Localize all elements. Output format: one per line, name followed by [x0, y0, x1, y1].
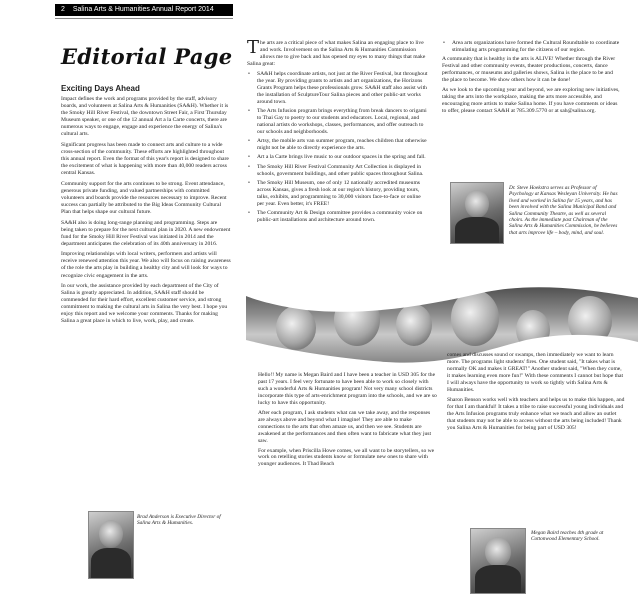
dropcap: T [247, 37, 260, 58]
paragraph: For example, when Priscilla Howe comes, we all want to be storytellers, so we work on retelling stories students know or formulate new ones to share with younger audiences. It Thad Beach [258, 447, 435, 468]
anderson-photo [88, 511, 134, 579]
section-heading: Exciting Days Ahead [61, 84, 140, 93]
list-item: • The Arts Infusion program brings everything from break dancers to origami to Thai Gay to poetry to our students and educators. Local, regional, and national artists do workshops, classes, performances, and offer outreach to our schools and neighborhoods. [255, 108, 428, 136]
paragraph: Community support for the arts continues to be strong. Event attendance, generous private funding, and valued partnerships with committed volunteers and boards provide the resources necessary to improve. Recent success can partially be attributed to the Big Ideas Community Cultural Plan that helps shape our cultural future. [61, 180, 227, 215]
list-item: • SA&H helps coordinate artists, not just at the River Festival, but throughout the year. By providing grants to artists and art organizations, the Horizons Grants Program helps these professionals grow. SA&H staff also assist with the installation of SculptureTour Salina pieces and other public-art works around town. [255, 71, 428, 106]
list-item: • Art a la Carte brings live music to our outdoor spaces in the spring and fall. [255, 154, 428, 161]
paragraph: In our work, the assistance provided by each department of the City of Salina is greatly appreciated. In addition, SA&H staff should be commended for their hard effort, excellent customer service, and strong commitment to making the cultural arts in Salina the very best. I hope you enjoy this report and we welcome your comments. Thanks for making Salina a great place in which to live, work, play, and create. [61, 283, 228, 325]
paragraph: SA&H also is doing long-range planning and programming. Steps are being taken to prepare for the next cultural plan in 2020. A new endowment fund for the Smoky Hill River Festival was initiated in 2014 and the department anticipates the celebration of its 40th anniversary in 2016. [61, 219, 231, 247]
page-number: 2 [61, 6, 65, 13]
baird-caption: Megan Baird teaches 4th grade at Cottonwood Elementary School. [531, 530, 604, 543]
column-commission [247, 37, 428, 227]
paragraph: After each program, I ask students what can we take away, and the responses are always above and beyond what I imagine! They are able to make connections to the arts that often amaze us, and then we see. Students are awakened at the performances and then often want to fabricate what they just saw. [258, 409, 432, 444]
paragraph: Significant progress has been made to connect arts and culture to a wide cross-section of the community. These efforts are highlighted throughout this annual report. Even the format of this year's report is designed to share the excitement of what is happening with more than 40,000 readers across central Kansas. [61, 141, 229, 177]
paragraph: comes and discusses sound or swamps, then immediately we want to learn more. The programs light students' fires. One student said, "It takes what is normally OK and makes it GREAT!" Another student said, "When they come, it makes learning even more fun!" With these comments I cannot but hope that I will always have the opportunity to work so tightly with Salina Arts & Humanities. [447, 352, 624, 393]
commission-list [247, 71, 428, 224]
paragraph: Impact defines the work and programs provided by the staff, advisory boards, and volunteers at Salina Arts & Humanities (SA&H). Whether it is the Smoky Hill River Festival, the downtown Street Fair, a First Thursday Museum speaker, or one of the 12 annual Art a la Carte concerts, there are numerous ways to engage, engage and experience the energy of Salina's cultural arts. [61, 96, 229, 138]
column-teacher [258, 372, 438, 471]
running-header [55, 4, 233, 16]
paragraph: Sharon Benson works well with teachers and helps us to make this happen, and for that I am thankful! It takes a tribe to raise successful young individuals and the Arts Infusion programs truly enhance what we teach and allow an outlet that students may not be able to access without the arts being included! Thank you Salina Arts & Humanities for being part of USD 305! [447, 396, 625, 431]
paragraph: As we look to the upcoming year and beyond, we are exploring new initiatives, taking the arts into the workplace, making the arts more accessible, and encouraging more artists to make Salina home. If you have comments or ideas to offer, please contact SA&H at 785.309.5770 or at sah@salina.org. [442, 87, 620, 114]
commission-list-cont [442, 40, 620, 54]
hoekstra-caption: Dr. Steve Hoekstra serves as Professor of Psychology at Kansas Wesleyan University. He has lived and worked in Salina for 15 years, and has been involved with the Salina Municipal Band and Salina Community Theatre, as well as several choirs. As the immediate past Chairman of the Salina Arts & Humanities Commission, he believes that arts improve life – body, mind, and soul. [509, 185, 618, 236]
list-item: • Artsy, the mobile arts van summer program, reaches children that otherwise might not be able to directly experience the arts. [255, 138, 428, 152]
column-commission-cont [442, 40, 620, 118]
list-item: • The Smoky Hill Museum, one of only 12 nationally accredited museums across Kansas, gives a fresh look at our region's history, providing tours, talks, exhibits, and programming to 30,000 visitors face-to-face or online per year. Even better, it's FREE! [255, 180, 428, 208]
running-title: Salina Arts & Humanities Annual Report 2014 [72, 6, 214, 13]
column-editorial [61, 85, 231, 329]
list-item: • The Community Art & Design committee provides a community voice on public-art installations and architecture around town. [255, 210, 428, 224]
hoekstra-photo [450, 182, 504, 244]
paragraph: A community that is healthy in the arts is ALIVE! Whether through the River Festival and other community events, theater productions, concerts, dance performances, or museums and galleries shows, Salina is the place to be and the place to become. We show others how it can be done! [442, 56, 616, 84]
column-teacher-cont [447, 352, 625, 434]
intro-paragraph [247, 37, 428, 68]
list-item: • Area arts organizations have formed the Cultural Roundtable to coordinate stimulating arts programming for the citizens of our region. [450, 40, 620, 54]
anderson-caption: Brad Anderson is Executive Director of Salina Arts & Humanities. [137, 514, 221, 527]
paragraph: Improving relationships with local writers, performers and artists will receive renewed attention this year. We also will focus on raising awareness of the role the arts play in building a healthy city and will look for ways to recognize civic engagement in the arts. [61, 251, 231, 279]
page-title: Editorial Page [61, 44, 233, 69]
baird-photo [470, 528, 526, 594]
paragraph: Hello!! My name is Megan Baird and I have been a teacher in USD 305 for the past 17 years. I feel very fortunate to have been able to work so closely with such a wonderful Arts & Humanities program! Not very many school districts incorporate this type of arts-enrichment program into the schools, and we are so lucky to have this opportunity. [258, 372, 437, 406]
header-rule [55, 18, 233, 19]
list-item: • The Smoky Hill River Festival Community Art Collection is displayed in schools, government buildings, and other public spaces throughout Salina. [255, 164, 428, 178]
intro-text: he arts are a critical piece of what makes Salina an engaging place to live and work. Involvement on the Salina Arts & Humanities Commission allows me to give back and has opened my eyes to many things that make Salina great: [247, 40, 426, 67]
